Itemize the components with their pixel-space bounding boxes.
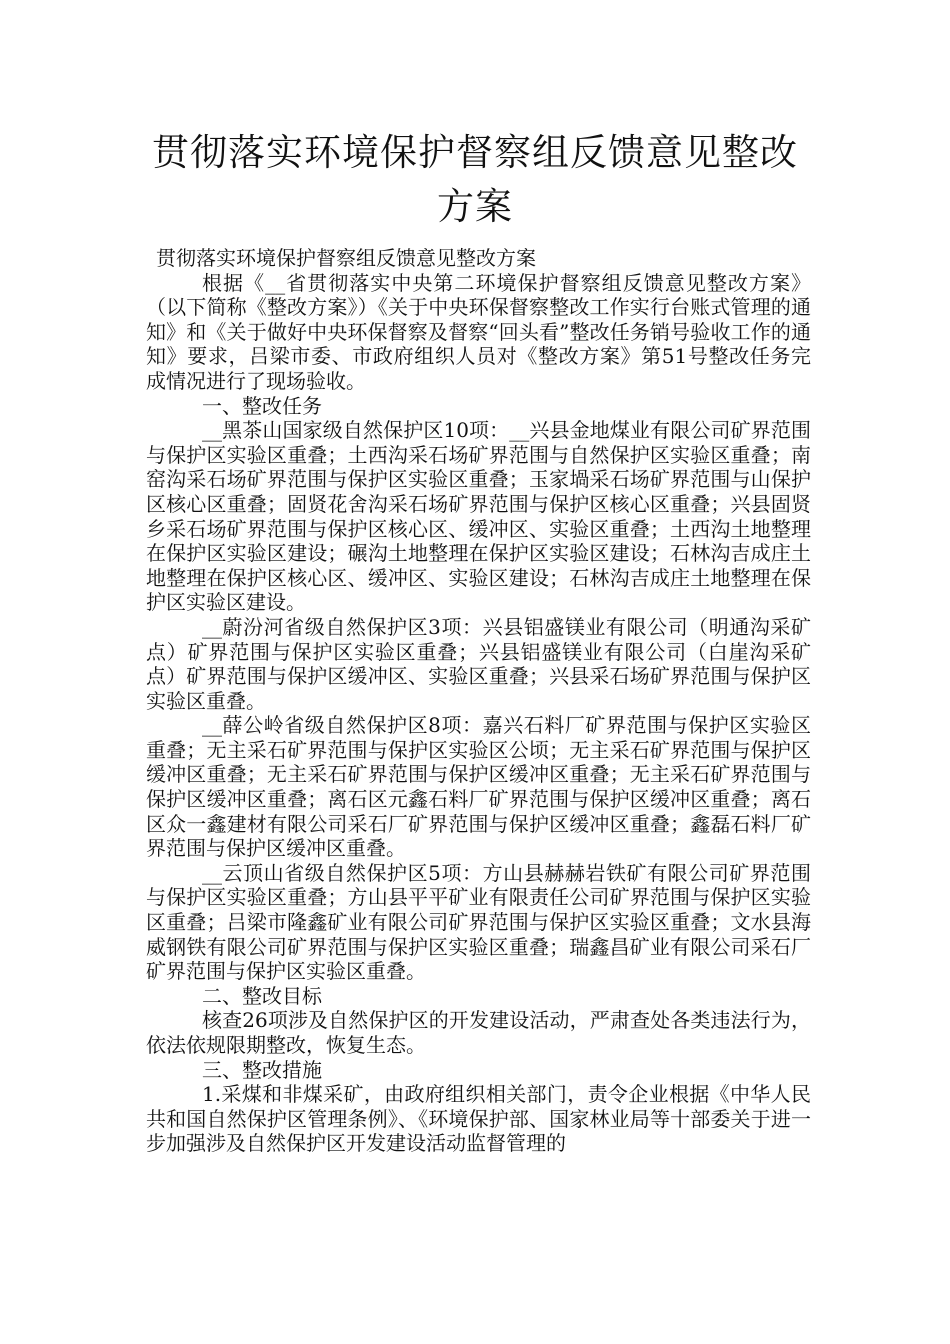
subtitle-paragraph: 贯彻落实环境保护督察组反馈意见整改方案 [156,246,536,270]
measures-paragraph-1: 1.采煤和非煤采矿，由政府组织相关部门，责令企业根据《中华人民共和国自然保护区管理条例》、《环境保护部、国家林业局等十部委关于进一步加强涉及自然保护区开发建设活动监督管理的 [146,1082,811,1156]
task-paragraph-weifenhe: __蔚汾河省级自然保护区3项：兴县铝盛镁业有限公司（明通沟采矿点）矿界范围与保护区实验区重叠；兴县铝盛镁业有限公司（白崖沟采矿点）矿界范围与保护区缓冲区、实验区重叠；兴县采石场矿界范围与保护区实验区重叠。 [146,614,811,713]
document-title: 贯彻落实环境保护督察组反馈意见整改方案 [152,131,798,228]
document-body [146,246,811,1156]
goals-paragraph: 核查26项涉及自然保护区的开发建设活动，严肃查处各类违法行为，依法依规限期整改，恢复生态。 [146,1008,811,1057]
section-heading-measures: 三、整改措施 [202,1057,322,1082]
task-paragraph-yundingshan: __云顶山省级自然保护区5项：方山县赫赫岩铁矿有限公司矿界范围与保护区实验区重叠；方山县平平矿业有限责任公司矿界范围与保护区实验区重叠；吕梁市隆鑫矿业有限公司矿界范围与保护区实验区重叠；文水县海威钢铁有限公司矿界范围与保护区实验区重叠；瑞鑫昌矿业有限公司采石厂矿界范围与保护区实验区重叠。 [146,860,811,984]
intro-paragraph: 根据《__省贯彻落实中央第二环境保护督察组反馈意见整改方案》（以下简称《整改方案》）《关于中央环保督察整改工作实行台账式管理的通知》和《关于做好中央环保督察及督察“回头看”整改任务销号验收工作的通知》要求，吕梁市委、市政府组织人员对《整改方案》第51号整改任务完成情况进行了现场验收。 [146,270,811,393]
section-heading-tasks: 一、整改任务 [202,393,322,418]
task-paragraph-heichashan: __黑茶山国家级自然保护区10项：__兴县金地煤业有限公司矿界范围与保护区实验区重叠；土西沟采石场矿界范围与自然保护区实验区重叠；南窑沟采石场矿界范围与保护区实验区重叠；玉家堝采石场矿界范围与山保护区核心区重叠；固贤花舍沟采石场矿界范围与保护区核心区重叠；兴县固贤乡采石场矿界范围与保护区核心区、缓冲区、实验区重叠；土西沟土地整理在保护区实验区建设；碾沟土地整理在保护区实验区建设；石林沟吉成庄土地整理在保护区核心区、缓冲区、实验区建设；石林沟吉成庄土地整理在保护区实验区建设。 [146,418,811,615]
section-heading-goals: 二、整改目标 [202,983,322,1008]
task-paragraph-xuegongling: __薛公岭省级自然保护区8项：嘉兴石料厂矿界范围与保护区实验区重叠；无主采石矿界范围与保护区实验区公顷；无主采石矿界范围与保护区缓冲区重叠；无主采石矿界范围与保护区缓冲区重叠；无主采石矿界范围与保护区缓冲区重叠；离石区元鑫石料厂矿界范围与保护区缓冲区重叠；离石区众一鑫建材有限公司采石厂矿界范围与保护区缓冲区重叠；鑫磊石料厂矿界范围与保护区缓冲区重叠。 [146,713,811,861]
